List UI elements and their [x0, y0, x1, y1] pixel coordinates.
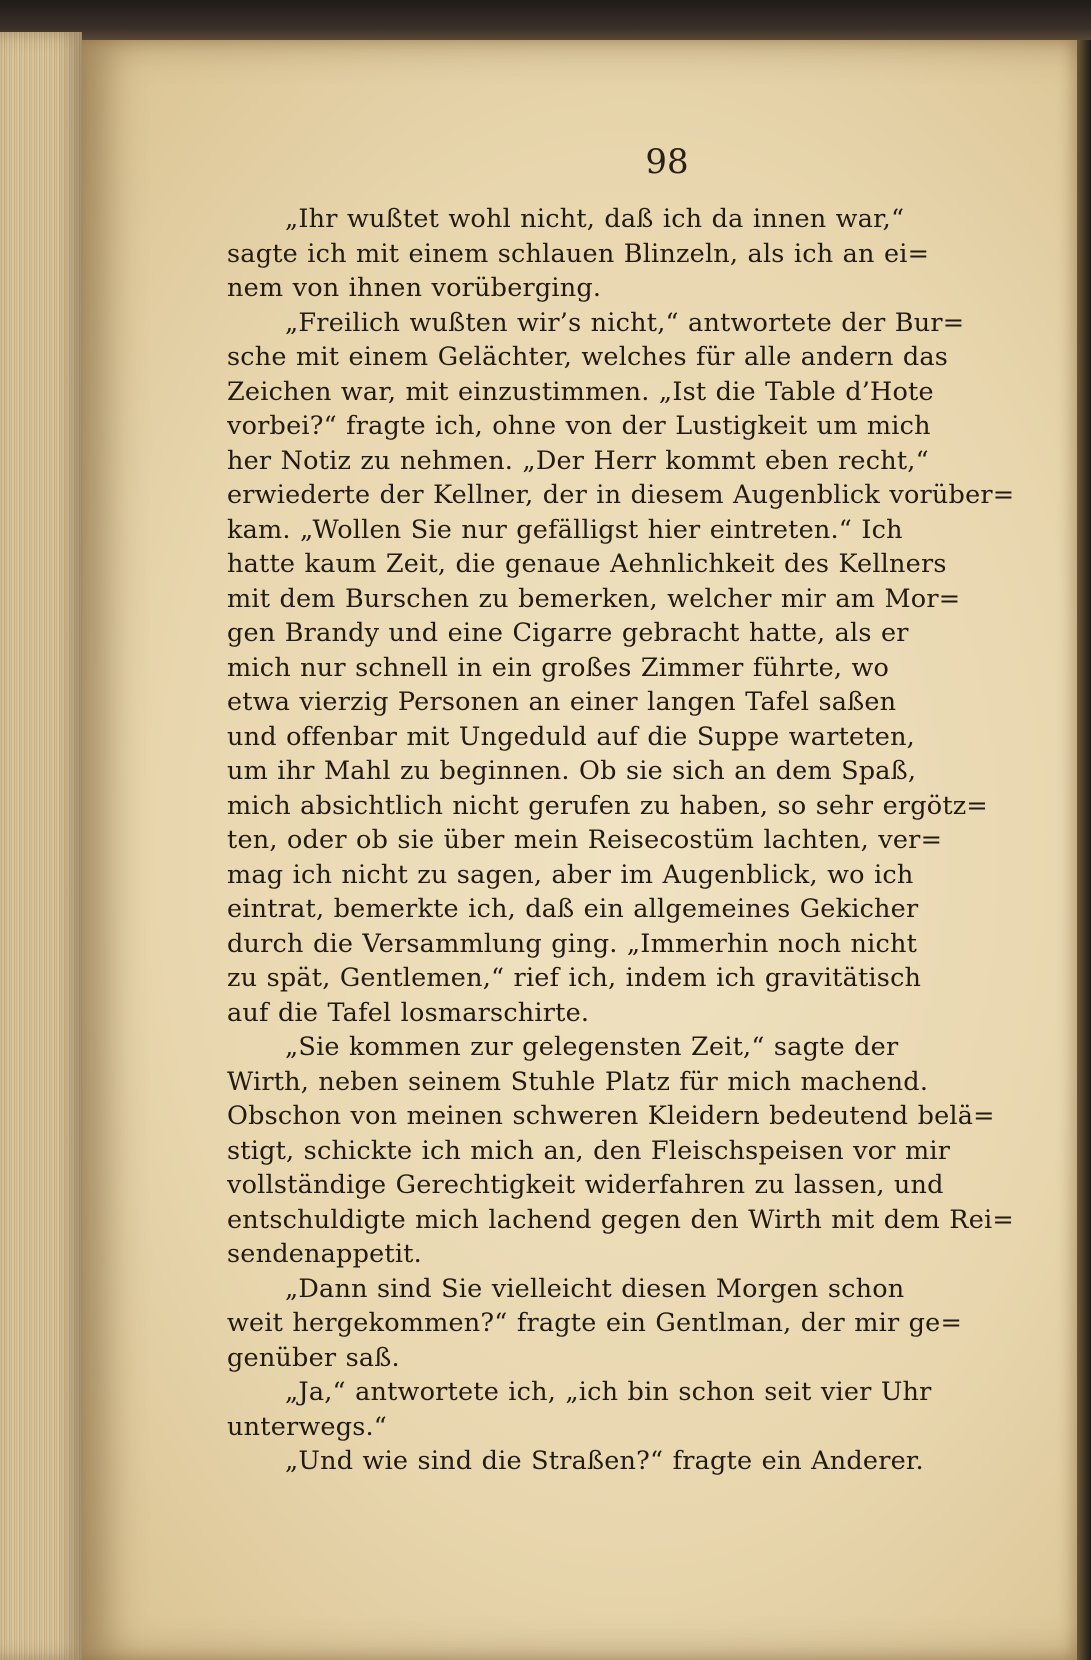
text-line: Obschon von meinen schweren Kleidern bedeutend belä= [227, 1101, 995, 1131]
text-line: mich absichtlich nicht gerufen zu haben, so sehr ergötz= [227, 790, 988, 821]
text-line: unterwegs.“ [227, 1411, 388, 1442]
text-line: ten, oder ob sie über mein Reisecostüm lachten, ver= [227, 825, 943, 855]
text-line: etwa vierzig Personen an einer langen Tafel saßen [227, 687, 897, 717]
text-line: durch die Versammlung ging. „Immerhin noch nicht [227, 928, 918, 959]
text-line: sagte ich mit einem schlauen Blinzeln, als ich an ei= [227, 238, 930, 269]
text-line: weit hergekommen?“ fragte ein Gentlman, der mir ge= [227, 1308, 963, 1338]
text-line: mit dem Burschen zu bemerken, welcher mir am Mor= [227, 583, 961, 614]
text-line: und offenbar mit Ungeduld auf die Suppe warteten, [227, 721, 915, 752]
text-line: „Freilich wußten wir’s nicht,“ antwortete der Bur= [285, 307, 965, 338]
text-line: vollständige Gerechtigkeit widerfahren zu lassen, und [227, 1170, 944, 1200]
text-line: gen Brandy und eine Cigarre gebracht hatte, als er [227, 618, 909, 648]
text-line: zu spät, Gentlemen,“ rief ich, indem ich gravitätisch [227, 963, 922, 993]
text-line: Zeichen war, mit einzustimmen. „Ist die Table d’Hote [227, 376, 934, 407]
text-line: sendenappetit. [227, 1239, 422, 1269]
book-cover-right [1077, 40, 1091, 1660]
text-line: Wirth, neben seinem Stuhle Platz für mich machend. [227, 1066, 929, 1097]
text-line: „Sie kommen zur gelegensten Zeit,“ sagte der [285, 1032, 899, 1062]
text-line: sche mit einem Gelächter, welches für alle andern das [227, 342, 949, 372]
text-line: mag ich nicht zu sagen, aber im Augenblick, wo ich [227, 859, 914, 890]
text-line: „Dann sind Sie vielleicht diesen Morgen schon [285, 1273, 905, 1304]
page-number: 98 [645, 142, 689, 182]
text-line: entschuldigte mich lachend gegen den Wirth mit dem Rei= [227, 1204, 1014, 1235]
body-text [227, 202, 1027, 1479]
page-edges [0, 32, 82, 1660]
text-line: erwiederte der Kellner, der in diesem Augenblick vorüber= [227, 480, 1015, 510]
text-line: stigt, schickte ich mich an, den Fleischspeisen vor mir [227, 1135, 951, 1166]
text-line: um ihr Mahl zu beginnen. Ob sie sich an dem Spaß, [227, 756, 917, 786]
text-line: vorbei?“ fragte ich, ohne von der Lustigkeit um mich [227, 411, 931, 441]
text-line: „Ja,“ antwortete ich, „ich bin schon seit vier Uhr [285, 1377, 932, 1407]
book-cover-top [0, 0, 1091, 40]
book-page [82, 40, 1077, 1660]
text-line: genüber saß. [227, 1342, 400, 1373]
text-line: kam. „Wollen Sie nur gefälligst hier eintreten.“ Ich [227, 514, 903, 545]
text-line: eintrat, bemerkte ich, daß ein allgemeines Gekicher [227, 894, 919, 924]
text-line: nem von ihnen vorüberging. [227, 273, 602, 303]
text-line: „Und wie sind die Straßen?“ fragte ein Anderer. [285, 1446, 924, 1476]
text-line: her Notiz zu nehmen. „Der Herr kommt eben recht,“ [227, 445, 929, 476]
text-line: hatte kaum Zeit, die genaue Aehnlichkeit des Kellners [227, 549, 947, 579]
text-line: „Ihr wußtet wohl nicht, daß ich da innen war,“ [285, 204, 905, 234]
text-line: auf die Tafel losmarschirte. [227, 997, 590, 1028]
text-line: mich nur schnell in ein großes Zimmer führte, wo [227, 652, 890, 683]
